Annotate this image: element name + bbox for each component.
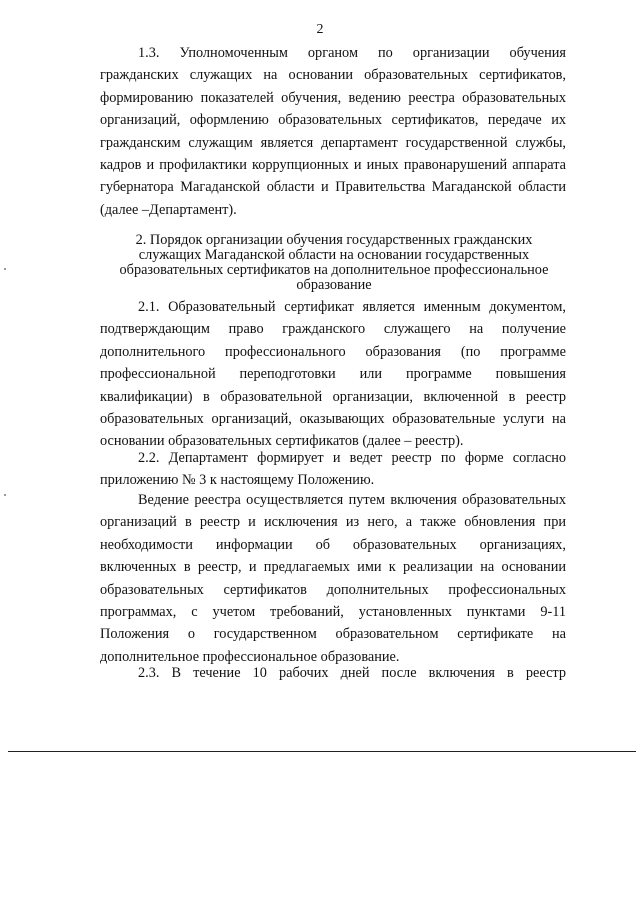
paragraph-1-3: 1.3. Уполномоченным органом по организации обучения гражданских служащих на основании образовательных сертификатов, формированию показателей обучения, ведению реестра образовательных организаций, оформлению образовательных сертификатов, передаче их гражданским служащим является департамент государственной службы, кадров и профилактики коррупционных и иных правонарушений аппарата губернатора Магаданской области и Правительства Магаданской области (далее –Департамент).: [100, 45, 566, 218]
paragraph-2-3: 2.3. В течение 10 рабочих дней после включения в реестр: [138, 665, 566, 681]
footer-rule: [8, 751, 636, 752]
margin-mark: [4, 494, 6, 496]
section-2-heading: 2. Порядок организации обучения государственных гражданских служащих Магаданской области на основании государственных образовательных сертификатов на дополнительное профессиональное образование: [119, 232, 549, 293]
page-number: 2: [316, 22, 324, 37]
paragraph-registry-maintenance: Ведение реестра осуществляется путем включения образовательных организаций в реестр и исключения из него, а также обновления при необходимости информации об образовательных организациях, включенных в реестр, и предлагаемых ими к реализации на основании образовательных сертификатов дополнительных профессиональных программах, с учетом требований, установленных пунктами 9-11 Положения о государственном образовательном сертификате на дополнительное профессиональное образование.: [100, 492, 566, 665]
paragraph-2-2: 2.2. Департамент формирует и ведет реестр по форме согласно приложению № 3 к настоящему Положению.: [100, 450, 566, 489]
margin-mark: [4, 268, 6, 270]
paragraph-2-1: 2.1. Образовательный сертификат является именным документом, подтверждающим право гражданского служащего на получение дополнительного профессионального образования (по программе профессиональной переподготовки или программе повышения квалификации) в образовательной организации, включенной в реестр образовательных организаций, оказывающих образовательные услуги на основании образовательных сертификатов (далее – реестр).: [100, 299, 566, 450]
